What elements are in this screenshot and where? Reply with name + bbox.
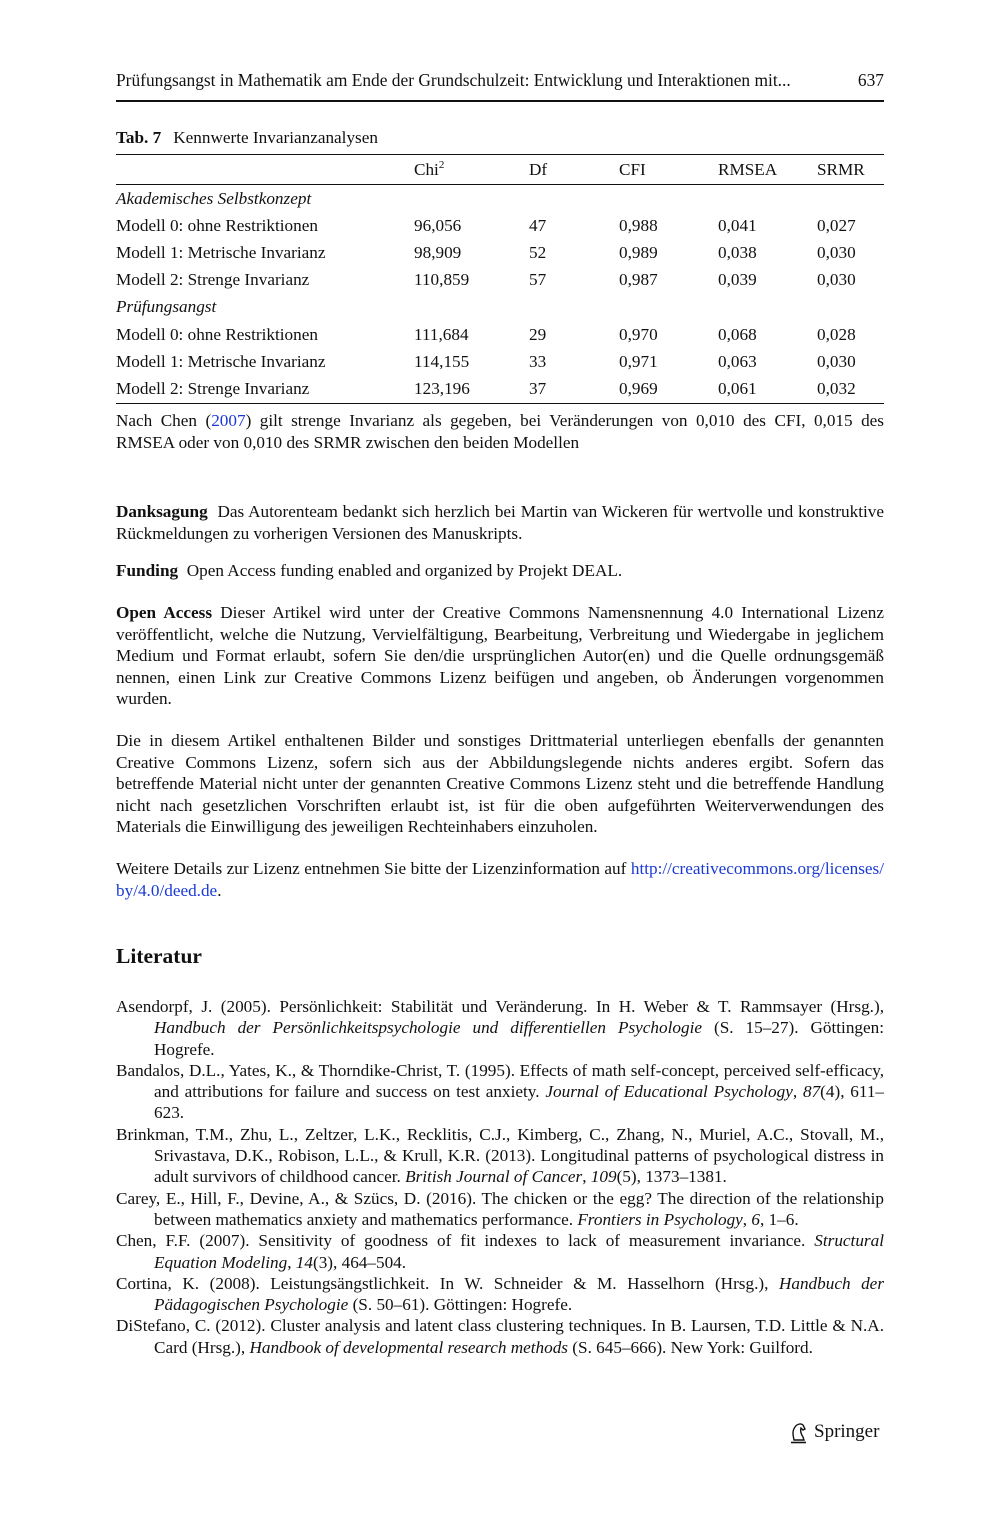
reference-italic: Handbook of developmental research methods [249,1337,568,1357]
reference-item [116,1315,884,1358]
reference-text: Asendorpf, J. (2005). Persönlichkeit: Stabilität und Veränderung. In H. Weber & T. Rammsayer (Hrsg.), [116,997,884,1016]
reference-text: (S. 15–27). Göttingen: Hogrefe. [154,1018,885,1059]
reference-text: Chen, F.F. (2007). Sensitivity of goodness of fit indexes to lack of measurement invariance. [116,1231,815,1251]
col-header-rmsea: RMSEA [718,159,778,179]
invariance-table [116,154,884,404]
table-row [116,375,884,403]
cell-cfi: 0,987 [619,270,658,290]
reference-italic: Handbuch der Persönlichkeitspsychologie und differentiellen Psychologie [154,1018,702,1038]
table-note: Nach Chen (2007) gilt strenge Invarianz als gegeben, bei Veränderungen von 0,010 des CFI, 0,015 des RMSEA oder von 0,010 des SRMR zwischen den beiden Modellen [116,411,884,452]
cell-srmr: 0,030 [817,270,856,290]
publisher-name: Springer [814,1421,880,1442]
reference-text: Carey, E., Hill, F., Devine, A., & Szücs, D. (2016). The chicken or the egg? The direction of the relationship between mathematics anxiety and mathematics performance. [116,1188,884,1229]
reference-item [116,1273,884,1316]
reference-text: , [582,1167,591,1187]
table-row [116,321,884,348]
springer-horse-icon [788,1420,810,1444]
reference-item [116,996,884,1060]
cell-rmsea: 0,061 [718,378,757,398]
cell-srmr: 0,030 [817,351,856,371]
table-row [116,212,884,239]
reference-item [116,1124,884,1188]
cell-srmr: 0,030 [817,242,856,262]
reference-italic: Frontiers in Psychology [577,1209,743,1229]
reference-text: (S. 645–666). New York: Guilford. [568,1337,813,1357]
cell-df: 29 [529,324,547,344]
reference-text: DiStefano, C. (2012). Cluster analysis and latent class clustering techniques. In B. Laursen, T.D. Little & N.A. Card (Hrsg.), [116,1316,884,1357]
cell-model: Modell 1: Metrische Invarianz [116,242,326,262]
cell-rmsea: 0,063 [718,351,757,371]
cell-srmr: 0,032 [817,378,856,398]
table-header-row [116,155,884,185]
reference-italic: Handbuch der Pädagogischen Psychologie [154,1273,885,1315]
reference-text: , [287,1252,296,1272]
table-title: Kennwerte Invarianzanalysen [173,128,378,147]
ack-label: Danksagung [116,502,208,521]
reference-italic: Structural Equation Modeling [154,1231,884,1272]
cell-df: 52 [529,242,547,262]
reference-italic: 14 [295,1252,313,1272]
cell-df: 37 [529,378,547,398]
acknowledgement: Danksagung Das Autorenteam bedankt sich herzlich bei Martin van Wickeren für wertvolle und konstruktive Rückmeldungen zu vorherigen Versionen des Manuskripts. [116,502,885,543]
cell-df: 57 [529,270,547,290]
cell-cfi: 0,989 [619,242,658,262]
open-access-label: Open Access [116,603,213,622]
funding-label: Funding [116,561,179,580]
reference-text: , [792,1082,803,1102]
cell-model: Modell 0: ohne Restriktionen [116,324,318,344]
col-header-chi2: Chi$^2$ [414,158,445,179]
reference-item [116,1188,884,1231]
reference-text: (3), 464–504. [312,1252,407,1272]
license-link[interactable]: http://creativecommons.org/licenses/by/4.0/deed.de [116,859,884,900]
cell-model: Modell 0: ohne Restriktionen [116,215,318,235]
cell-chi2: 110,859 [414,270,470,290]
running-title: Prüfungsangst in Mathematik am Ende der Grundschulzeit: Entwicklung und Interaktionen mit... [116,70,791,90]
cell-rmsea: 0,041 [718,215,757,235]
reference-text: , [742,1209,752,1229]
reference-text: Bandalos, D.L., Yates, K., & Thorndike-Christ, T. (1995). Effects of math self-concept, perceived self-efficacy, and attributions for failure and success on test anxiety. [116,1060,884,1102]
reference-italic: Journal of Educational Psychology [545,1082,793,1102]
cell-chi2: 114,155 [414,351,470,371]
group-label: Prüfungsangst [116,297,217,317]
open-access: Open Access Dieser Artikel wird unter der Creative Commons Namensnennung 4.0 International Lizenz veröffentlicht, welche die Nutzung, Vervielfältigung, Bearbeitung, Verbreitung und Wiedergabe in jeglichem Medium und Format erlaubt, sofern Sie den/die ursprünglichen Autor(en) und die Quelle ordnungsgemäß nennen, einen Link zur Creative Commons Lizenz beifügen und angeben, ob Änderungen vorgenommen wurden. [116,603,885,709]
reference-list [116,996,884,1358]
cell-srmr: 0,027 [817,215,856,235]
table-row [116,267,884,294]
table-label: Tab. 7 [116,128,162,147]
running-header [116,70,884,102]
col-header-cfi: CFI [619,159,646,179]
license-paragraph: Weitere Details zur Lizenz entnehmen Sie bitte der Lizenzinformation auf http://creativecommons.org/licenses/by/4.0/deed.de. [116,859,884,900]
cell-rmsea: 0,039 [718,270,757,290]
table-group-row [116,294,884,321]
cell-model: Modell 1: Metrische Invarianz [116,351,326,371]
reference-italic: 109 [590,1167,617,1187]
reference-text: (5), 1373–1381. [616,1167,727,1187]
table-row [116,239,884,266]
cell-chi2: 96,056 [414,215,462,235]
literature-heading: Literatur [116,944,202,968]
reference-italic: British Journal of Cancer [405,1167,583,1187]
group-label: Akademisches Selbstkonzept [116,188,312,208]
reference-italic: 6 [751,1209,760,1229]
cell-rmsea: 0,068 [718,324,757,344]
cell-cfi: 0,970 [619,324,658,344]
reference-text: Brinkman, T.M., Zhu, L., Zeltzer, L.K., Recklitis, C.J., Kimberg, C., Zhang, N., Muriel, A.C., Stovall, M., Srivastava, D.K., Robison, L.L., & Krull, K.R. (2013). Longitudinal patterns of psychological distress in adult survivors of childhood cancer. [116,1124,884,1187]
reference-text: , 1–6. [759,1209,799,1229]
reference-italic: 87 [802,1082,821,1102]
table-group-row [116,185,884,213]
reference-text: Cortina, K. (2008). Leistungsängstlichkeit. In W. Schneider & M. Hasselhorn (Hrsg.), [116,1273,779,1293]
cell-cfi: 0,969 [619,378,658,398]
reference-item [116,1230,884,1273]
cell-cfi: 0,971 [619,351,658,371]
cell-rmsea: 0,038 [718,242,757,262]
table-caption [116,128,884,148]
table-row [116,348,884,375]
citation-link-chen-2007[interactable]: 2007 [211,411,246,430]
reference-item [116,1060,884,1124]
cell-model: Modell 2: Strenge Invarianz [116,270,310,290]
col-header-df: Df [529,159,548,179]
reference-text: (4), 611–623. [154,1082,885,1123]
funding: Funding Open Access funding enabled and organized by Projekt DEAL. [116,561,623,580]
cell-srmr: 0,028 [817,324,856,344]
col-header-model [116,155,414,185]
cell-df: 47 [529,215,547,235]
cell-chi2: 98,909 [414,242,462,262]
cell-model: Modell 2: Strenge Invarianz [116,378,310,398]
col-header-srmr: SRMR [817,159,865,179]
cell-cfi: 0,988 [619,215,658,235]
third-party-paragraph: Die in diesem Artikel enthaltenen Bilder und sonstiges Drittmaterial unterliegen ebenfalls der genannten Creative Commons Lizenz, sofern sich aus der Abbildungslegende nichts anderes ergibt. Sofern das betreffende Material nicht unter der genannten Creative Commons Lizenz steht und die betreffende Handlung nicht nach gesetzlichen Vorschriften erlaubt ist, ist für die oben aufgeführten Weiterverwendungen des Materials die Einwilligung des jeweiligen Rechteinhabers einzuholen. [116,731,884,837]
cell-df: 33 [529,351,547,371]
reference-text: (S. 50–61). Göttingen: Hogrefe. [348,1295,573,1315]
publisher-logo [788,1420,888,1444]
cell-chi2: 111,684 [414,324,469,344]
page-number: 637 [857,70,884,90]
cell-chi2: 123,196 [414,378,470,398]
